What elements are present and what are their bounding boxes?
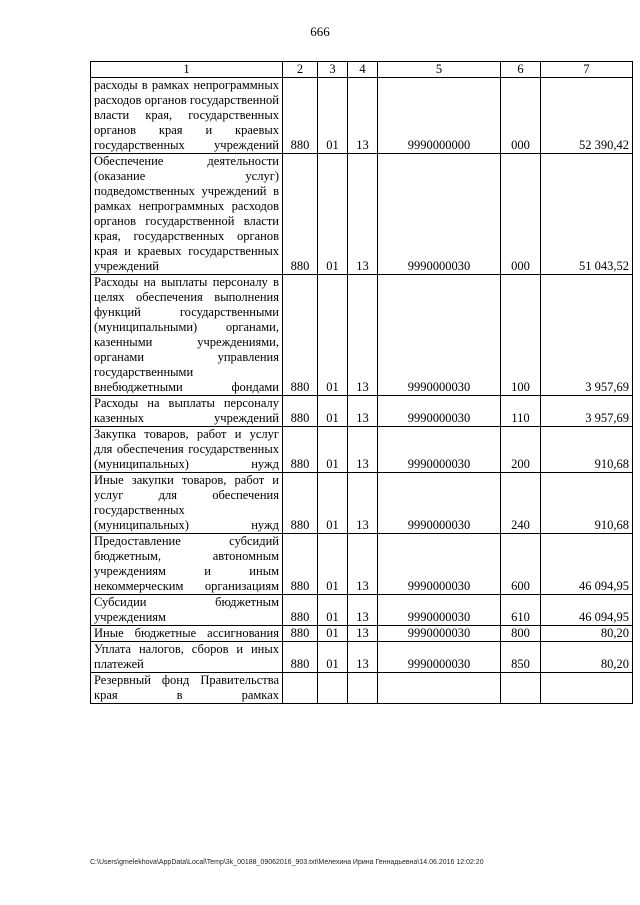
cell-expense-type: 000 [501, 154, 541, 275]
cell-section: 01 [318, 595, 348, 626]
cell-admin-code: 880 [283, 78, 318, 154]
cell-subsection: 13 [348, 275, 378, 396]
table-row [91, 154, 633, 275]
cell-target-article: 9990000000 [378, 78, 501, 154]
header-cell: 2 [283, 62, 318, 78]
table-row [91, 427, 633, 473]
cell-admin-code: 880 [283, 473, 318, 534]
cell-target-article: 9990000030 [378, 396, 501, 427]
cell-target-article: 9990000030 [378, 595, 501, 626]
cell-target-article: 9990000030 [378, 534, 501, 595]
cell-target-article [378, 673, 501, 704]
page-number: 666 [310, 24, 330, 39]
cell-amount: 910,68 [541, 473, 633, 534]
cell-amount: 51 043,52 [541, 154, 633, 275]
cell-expense-type: 800 [501, 626, 541, 642]
cell-subsection: 13 [348, 473, 378, 534]
file-path-footer: C:\Users\gmelekhova\AppData\Local\Temp\3k_00188_09062016_903.txt\Мелехина Ирина Геннадьевна\14.06.2016 12:02:20 [90, 859, 484, 866]
cell-admin-code [283, 673, 318, 704]
cell-expense-type: 200 [501, 427, 541, 473]
cell-section: 01 [318, 78, 348, 154]
cell-amount: 910,68 [541, 427, 633, 473]
header-row [91, 62, 633, 78]
table-row [91, 534, 633, 595]
row-description: Резервный фонд Правительства края в рамках [91, 673, 283, 704]
row-description: расходы в рамках непрограммных расходов органов государственной власти края, государственных органов края и краевых государственных учреждений [91, 78, 283, 154]
cell-amount: 52 390,42 [541, 78, 633, 154]
cell-amount: 80,20 [541, 642, 633, 673]
row-description: Предоставление субсидий бюджетным, автономным учреждениям и иным некоммерческим организациям [91, 534, 283, 595]
cell-expense-type: 000 [501, 78, 541, 154]
cell-section: 01 [318, 473, 348, 534]
cell-expense-type: 100 [501, 275, 541, 396]
cell-expense-type: 600 [501, 534, 541, 595]
header-cell: 5 [378, 62, 501, 78]
row-description: Расходы на выплаты персоналу казенных учреждений [91, 396, 283, 427]
cell-section [318, 673, 348, 704]
cell-target-article: 9990000030 [378, 473, 501, 534]
cell-subsection: 13 [348, 595, 378, 626]
header-cell: 3 [318, 62, 348, 78]
row-description: Уплата налогов, сборов и иных платежей [91, 642, 283, 673]
row-description: Расходы на выплаты персоналу в целях обеспечения выполнения функций государственными (муниципальными) органами, казенными учреждениями, органами управления государственными внебюджетными фондами [91, 275, 283, 396]
cell-admin-code: 880 [283, 427, 318, 473]
cell-admin-code: 880 [283, 154, 318, 275]
cell-subsection: 13 [348, 154, 378, 275]
row-description: Обеспечение деятельности (оказание услуг) подведомственных учреждений в рамках непрограммных расходов органов государственной власти края, государственных органов края и краевых государственных учреждений [91, 154, 283, 275]
cell-subsection: 13 [348, 427, 378, 473]
cell-section: 01 [318, 626, 348, 642]
cell-expense-type: 850 [501, 642, 541, 673]
header-cell: 7 [541, 62, 633, 78]
cell-expense-type [501, 673, 541, 704]
cell-subsection: 13 [348, 396, 378, 427]
cell-target-article: 9990000030 [378, 154, 501, 275]
header-cell: 4 [348, 62, 378, 78]
table-row [91, 78, 633, 154]
cell-expense-type: 610 [501, 595, 541, 626]
cell-amount: 80,20 [541, 626, 633, 642]
cell-admin-code: 880 [283, 534, 318, 595]
cell-subsection: 13 [348, 642, 378, 673]
cell-amount: 3 957,69 [541, 275, 633, 396]
cell-subsection: 13 [348, 78, 378, 154]
row-description: Субсидии бюджетным учреждениям [91, 595, 283, 626]
cell-expense-type: 110 [501, 396, 541, 427]
row-description: Закупка товаров, работ и услуг для обеспечения государственных (муниципальных) нужд [91, 427, 283, 473]
header-cell: 1 [91, 62, 283, 78]
header-cell: 6 [501, 62, 541, 78]
cell-admin-code: 880 [283, 275, 318, 396]
cell-target-article: 9990000030 [378, 626, 501, 642]
cell-target-article: 9990000030 [378, 275, 501, 396]
cell-amount [541, 673, 633, 704]
cell-section: 01 [318, 534, 348, 595]
cell-admin-code: 880 [283, 595, 318, 626]
cell-expense-type: 240 [501, 473, 541, 534]
row-description: Иные бюджетные ассигнования [91, 626, 283, 642]
table-row [91, 642, 633, 673]
table-row [91, 396, 633, 427]
table-row [91, 673, 633, 704]
table-row [91, 275, 633, 396]
row-description: Иные закупки товаров, работ и услуг для обеспечения государственных (муниципальных) нужд [91, 473, 283, 534]
cell-target-article: 9990000030 [378, 642, 501, 673]
cell-subsection: 13 [348, 534, 378, 595]
cell-section: 01 [318, 396, 348, 427]
cell-target-article: 9990000030 [378, 427, 501, 473]
cell-section: 01 [318, 427, 348, 473]
cell-admin-code: 880 [283, 642, 318, 673]
cell-amount: 46 094,95 [541, 595, 633, 626]
cell-amount: 3 957,69 [541, 396, 633, 427]
cell-subsection: 13 [348, 626, 378, 642]
cell-amount: 46 094,95 [541, 534, 633, 595]
cell-section: 01 [318, 275, 348, 396]
table-row [91, 473, 633, 534]
cell-subsection [348, 673, 378, 704]
cell-section: 01 [318, 154, 348, 275]
budget-table [90, 61, 633, 704]
cell-admin-code: 880 [283, 396, 318, 427]
cell-admin-code: 880 [283, 626, 318, 642]
cell-section: 01 [318, 642, 348, 673]
table-row [91, 626, 633, 642]
table-row [91, 595, 633, 626]
